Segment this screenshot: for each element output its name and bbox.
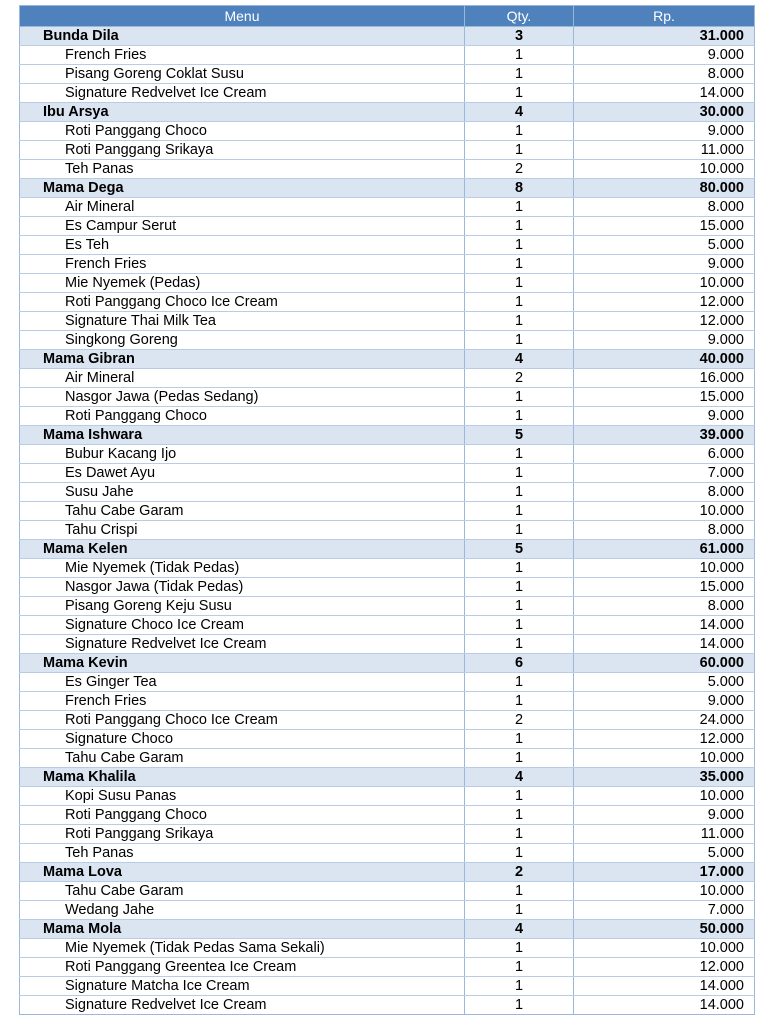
price-cell: 6.000 [574, 445, 755, 464]
menu-cell: Mama Lova [20, 863, 465, 882]
menu-cell: Tahu Cabe Garam [20, 882, 465, 901]
item-row [20, 407, 755, 426]
qty-cell: 1 [465, 977, 574, 996]
menu-cell: Signature Thai Milk Tea [20, 312, 465, 331]
price-cell: 15.000 [574, 388, 755, 407]
item-row [20, 160, 755, 179]
table-header [20, 6, 755, 27]
qty-cell: 1 [465, 844, 574, 863]
menu-cell: Roti Panggang Srikaya [20, 141, 465, 160]
qty-cell: 2 [465, 863, 574, 882]
menu-cell: Teh Panas [20, 844, 465, 863]
menu-cell: Signature Redvelvet Ice Cream [20, 996, 465, 1015]
item-row [20, 198, 755, 217]
item-row [20, 692, 755, 711]
qty-cell: 1 [465, 331, 574, 350]
qty-cell: 1 [465, 122, 574, 141]
qty-cell: 1 [465, 787, 574, 806]
item-row [20, 673, 755, 692]
menu-cell: Es Dawet Ayu [20, 464, 465, 483]
menu-cell: Teh Panas [20, 160, 465, 179]
item-row [20, 749, 755, 768]
qty-cell: 1 [465, 882, 574, 901]
menu-cell: Signature Redvelvet Ice Cream [20, 84, 465, 103]
menu-cell: Roti Panggang Choco Ice Cream [20, 293, 465, 312]
menu-cell: Mama Dega [20, 179, 465, 198]
qty-cell: 1 [465, 521, 574, 540]
item-row [20, 882, 755, 901]
qty-cell: 1 [465, 825, 574, 844]
menu-cell: Bunda Dila [20, 27, 465, 46]
item-row [20, 312, 755, 331]
menu-cell: Mama Mola [20, 920, 465, 939]
customer-row [20, 350, 755, 369]
qty-cell: 1 [465, 198, 574, 217]
price-cell: 11.000 [574, 141, 755, 160]
price-cell: 14.000 [574, 635, 755, 654]
item-row [20, 787, 755, 806]
qty-cell: 1 [465, 141, 574, 160]
qty-cell: 1 [465, 635, 574, 654]
price-cell: 12.000 [574, 730, 755, 749]
qty-cell: 8 [465, 179, 574, 198]
item-row [20, 901, 755, 920]
order-table [19, 5, 755, 1015]
item-row [20, 502, 755, 521]
menu-cell: Mie Nyemek (Tidak Pedas) [20, 559, 465, 578]
item-row [20, 236, 755, 255]
qty-cell: 1 [465, 958, 574, 977]
menu-cell: Pisang Goreng Coklat Susu [20, 65, 465, 84]
menu-cell: Pisang Goreng Keju Susu [20, 597, 465, 616]
menu-cell: Bubur Kacang Ijo [20, 445, 465, 464]
item-row [20, 521, 755, 540]
price-cell: 15.000 [574, 578, 755, 597]
menu-cell: Tahu Cabe Garam [20, 502, 465, 521]
menu-cell: Kopi Susu Panas [20, 787, 465, 806]
table-body [20, 27, 755, 1015]
item-row [20, 559, 755, 578]
qty-cell: 1 [465, 996, 574, 1015]
item-row [20, 578, 755, 597]
price-cell: 10.000 [574, 559, 755, 578]
price-cell: 5.000 [574, 844, 755, 863]
item-row [20, 711, 755, 730]
qty-cell: 5 [465, 426, 574, 445]
menu-cell: Mama Ishwara [20, 426, 465, 445]
price-cell: 7.000 [574, 464, 755, 483]
price-cell: 10.000 [574, 787, 755, 806]
item-row [20, 958, 755, 977]
item-row [20, 369, 755, 388]
menu-cell: Signature Redvelvet Ice Cream [20, 635, 465, 654]
menu-cell: Mie Nyemek (Pedas) [20, 274, 465, 293]
qty-cell: 1 [465, 502, 574, 521]
qty-cell: 1 [465, 901, 574, 920]
menu-cell: Nasgor Jawa (Tidak Pedas) [20, 578, 465, 597]
qty-cell: 3 [465, 27, 574, 46]
menu-cell: Roti Panggang Greentea Ice Cream [20, 958, 465, 977]
customer-row [20, 540, 755, 559]
item-row [20, 483, 755, 502]
price-cell: 9.000 [574, 46, 755, 65]
item-row [20, 597, 755, 616]
price-cell: 9.000 [574, 331, 755, 350]
menu-cell: Susu Jahe [20, 483, 465, 502]
menu-cell: Es Teh [20, 236, 465, 255]
qty-cell: 6 [465, 654, 574, 673]
customer-row [20, 863, 755, 882]
item-row [20, 293, 755, 312]
qty-cell: 1 [465, 692, 574, 711]
price-cell: 50.000 [574, 920, 755, 939]
price-cell: 10.000 [574, 160, 755, 179]
qty-cell: 1 [465, 388, 574, 407]
menu-cell: Tahu Crispi [20, 521, 465, 540]
price-cell: 16.000 [574, 369, 755, 388]
price-cell: 8.000 [574, 521, 755, 540]
menu-cell: Tahu Cabe Garam [20, 749, 465, 768]
menu-cell: Es Ginger Tea [20, 673, 465, 692]
qty-cell: 1 [465, 312, 574, 331]
qty-cell: 1 [465, 464, 574, 483]
qty-cell: 1 [465, 65, 574, 84]
header-qty: Qty. [465, 6, 574, 27]
qty-cell: 4 [465, 103, 574, 122]
item-row [20, 730, 755, 749]
price-cell: 80.000 [574, 179, 755, 198]
qty-cell: 1 [465, 559, 574, 578]
item-row [20, 46, 755, 65]
customer-row [20, 426, 755, 445]
menu-cell: Singkong Goreng [20, 331, 465, 350]
menu-cell: Mama Kelen [20, 540, 465, 559]
menu-cell: Mama Khalila [20, 768, 465, 787]
price-cell: 9.000 [574, 692, 755, 711]
menu-cell: Signature Choco Ice Cream [20, 616, 465, 635]
menu-cell: Ibu Arsya [20, 103, 465, 122]
item-row [20, 255, 755, 274]
menu-cell: French Fries [20, 692, 465, 711]
price-cell: 24.000 [574, 711, 755, 730]
item-row [20, 939, 755, 958]
qty-cell: 5 [465, 540, 574, 559]
price-cell: 8.000 [574, 65, 755, 84]
price-cell: 35.000 [574, 768, 755, 787]
qty-cell: 1 [465, 616, 574, 635]
menu-cell: Wedang Jahe [20, 901, 465, 920]
menu-cell: Roti Panggang Choco [20, 122, 465, 141]
menu-cell: Roti Panggang Choco Ice Cream [20, 711, 465, 730]
price-cell: 61.000 [574, 540, 755, 559]
customer-row [20, 654, 755, 673]
price-cell: 10.000 [574, 939, 755, 958]
customer-row [20, 103, 755, 122]
menu-cell: Nasgor Jawa (Pedas Sedang) [20, 388, 465, 407]
qty-cell: 1 [465, 274, 574, 293]
header-menu: Menu [20, 6, 465, 27]
qty-cell: 1 [465, 84, 574, 103]
price-cell: 10.000 [574, 274, 755, 293]
price-cell: 9.000 [574, 255, 755, 274]
item-row [20, 331, 755, 350]
menu-cell: Roti Panggang Srikaya [20, 825, 465, 844]
qty-cell: 4 [465, 768, 574, 787]
qty-cell: 4 [465, 350, 574, 369]
menu-cell: Mama Kevin [20, 654, 465, 673]
qty-cell: 1 [465, 673, 574, 692]
price-cell: 14.000 [574, 996, 755, 1015]
qty-cell: 1 [465, 293, 574, 312]
price-cell: 31.000 [574, 27, 755, 46]
menu-cell: Air Mineral [20, 369, 465, 388]
qty-cell: 1 [465, 236, 574, 255]
menu-cell: Signature Choco [20, 730, 465, 749]
header-row [20, 6, 755, 27]
qty-cell: 2 [465, 160, 574, 179]
price-cell: 12.000 [574, 312, 755, 331]
item-row [20, 217, 755, 236]
qty-cell: 2 [465, 369, 574, 388]
customer-row [20, 27, 755, 46]
qty-cell: 1 [465, 46, 574, 65]
qty-cell: 1 [465, 578, 574, 597]
price-cell: 14.000 [574, 84, 755, 103]
item-row [20, 141, 755, 160]
price-cell: 30.000 [574, 103, 755, 122]
price-cell: 12.000 [574, 958, 755, 977]
item-row [20, 65, 755, 84]
qty-cell: 2 [465, 711, 574, 730]
qty-cell: 1 [465, 939, 574, 958]
price-cell: 10.000 [574, 882, 755, 901]
menu-cell: Signature Matcha Ice Cream [20, 977, 465, 996]
qty-cell: 1 [465, 483, 574, 502]
qty-cell: 1 [465, 255, 574, 274]
qty-cell: 1 [465, 597, 574, 616]
qty-cell: 1 [465, 730, 574, 749]
qty-cell: 1 [465, 806, 574, 825]
price-cell: 7.000 [574, 901, 755, 920]
price-cell: 11.000 [574, 825, 755, 844]
item-row [20, 464, 755, 483]
qty-cell: 1 [465, 445, 574, 464]
price-cell: 8.000 [574, 597, 755, 616]
price-cell: 12.000 [574, 293, 755, 312]
item-row [20, 996, 755, 1015]
customer-row [20, 179, 755, 198]
item-row [20, 616, 755, 635]
item-row [20, 806, 755, 825]
item-row [20, 122, 755, 141]
item-row [20, 977, 755, 996]
price-cell: 39.000 [574, 426, 755, 445]
menu-cell: Roti Panggang Choco [20, 806, 465, 825]
menu-cell: Es Campur Serut [20, 217, 465, 236]
price-cell: 14.000 [574, 977, 755, 996]
price-cell: 10.000 [574, 502, 755, 521]
menu-cell: Mie Nyemek (Tidak Pedas Sama Sekali) [20, 939, 465, 958]
price-cell: 9.000 [574, 122, 755, 141]
item-row [20, 825, 755, 844]
item-row [20, 388, 755, 407]
item-row [20, 635, 755, 654]
qty-cell: 1 [465, 749, 574, 768]
price-cell: 10.000 [574, 749, 755, 768]
price-cell: 40.000 [574, 350, 755, 369]
customer-row [20, 920, 755, 939]
menu-cell: French Fries [20, 255, 465, 274]
price-cell: 15.000 [574, 217, 755, 236]
customer-row [20, 768, 755, 787]
qty-cell: 1 [465, 407, 574, 426]
item-row [20, 445, 755, 464]
price-cell: 9.000 [574, 407, 755, 426]
price-cell: 5.000 [574, 673, 755, 692]
price-cell: 14.000 [574, 616, 755, 635]
price-cell: 8.000 [574, 198, 755, 217]
item-row [20, 84, 755, 103]
qty-cell: 1 [465, 217, 574, 236]
item-row [20, 274, 755, 293]
qty-cell: 4 [465, 920, 574, 939]
menu-cell: Roti Panggang Choco [20, 407, 465, 426]
price-cell: 8.000 [574, 483, 755, 502]
price-cell: 5.000 [574, 236, 755, 255]
menu-cell: French Fries [20, 46, 465, 65]
header-rp: Rp. [574, 6, 755, 27]
price-cell: 17.000 [574, 863, 755, 882]
order-sheet [19, 5, 754, 1015]
price-cell: 60.000 [574, 654, 755, 673]
price-cell: 9.000 [574, 806, 755, 825]
menu-cell: Mama Gibran [20, 350, 465, 369]
item-row [20, 844, 755, 863]
menu-cell: Air Mineral [20, 198, 465, 217]
